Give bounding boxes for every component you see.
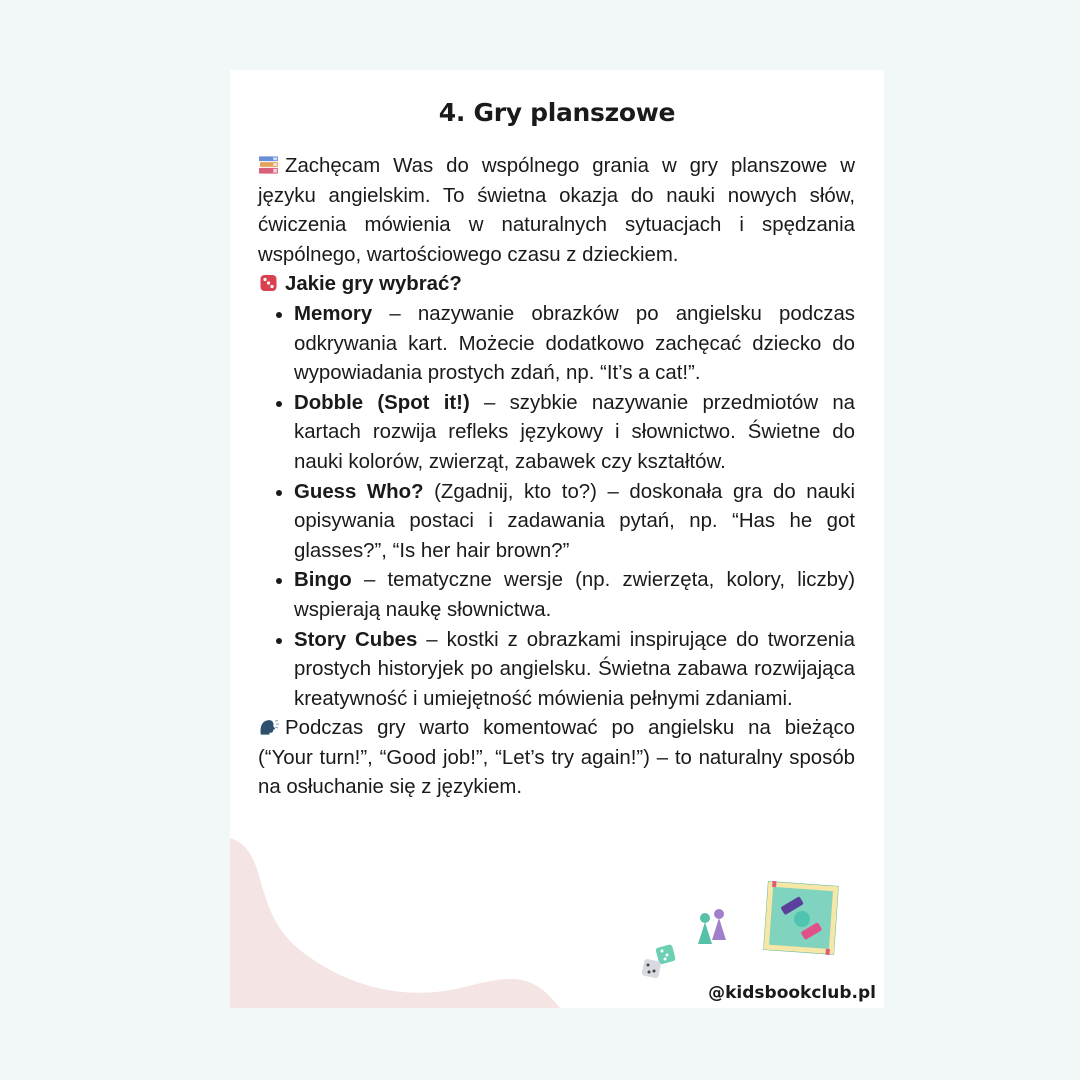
game-name: Bingo	[294, 569, 352, 592]
game-name: Story Cubes	[294, 628, 418, 651]
game-description: (Zgadnij, kto to?) – doskonała gra do nauki opisywania postaci i zadawania pytań, np. “Has he got glasses?”, “Is her hair brown?”	[294, 480, 855, 562]
game-name: Memory	[294, 302, 373, 325]
list-item	[258, 566, 855, 625]
social-handle: @kidsbookclub.pl	[708, 983, 876, 1003]
speaking-head-icon	[258, 717, 279, 737]
list-item	[258, 300, 855, 389]
game-description: – tematyczne wersje (np. zwierzęta, kolory, liczby) wspierają naukę słownictwa.	[294, 569, 855, 621]
game-name: Guess Who?	[294, 480, 424, 503]
list-item	[258, 389, 855, 478]
game-description: – kostki z obrazkami inspirujące do tworzenia prostych historyjek po angielsku. Świetna zabawa rozwijająca kreatywność i umiejętność mówienia pełnymi zdaniami.	[294, 628, 855, 710]
list-item	[258, 626, 855, 715]
content-body	[258, 152, 855, 803]
games-heading-text: Jakie gry wybrać?	[285, 273, 462, 296]
dice-icon	[258, 273, 279, 293]
intro-paragraph	[258, 152, 855, 270]
intro-text: Zachęcam Was do wspólnego grania w gry planszowe w języku angielskim. To świetna okazja do nauki nowych słów, ćwiczenia mówienia w naturalnych sytuacjach i spędzania wspólnego, wartościowego czasu z dzieckiem.	[258, 155, 855, 266]
pawn-icon	[693, 908, 731, 952]
list-item	[258, 478, 855, 567]
closing-text: Podczas gry warto komentować po angielsku na bieżąco (“Your turn!”, “Good job!”, “Let’s try again!”) – to naturalny sposób na osłuchanie się z językiem.	[258, 717, 855, 799]
games-list	[258, 300, 855, 714]
books-icon	[258, 155, 279, 175]
closing-paragraph	[258, 714, 855, 803]
game-description: – nazywanie obrazków po angielsku podczas odkrywania kart. Możecie dodatkowo zachęcać dziecko do wypowiadania prostych zdań, np. “It’s a cat!”.	[294, 302, 855, 385]
page-title: 4. Gry planszowe	[438, 98, 676, 127]
game-description: – szybkie nazywanie przedmiotów na kartach rozwija refleks językowy i słownictwo. Świetne do nauki kolorów, zwierząt, zabawek czy kształtów.	[294, 391, 855, 473]
games-heading	[258, 270, 855, 300]
game-name: Dobble (Spot it!)	[294, 391, 470, 414]
content-card	[230, 70, 884, 1008]
board-game-icon	[762, 880, 842, 956]
dice-pair-icon	[640, 942, 684, 986]
